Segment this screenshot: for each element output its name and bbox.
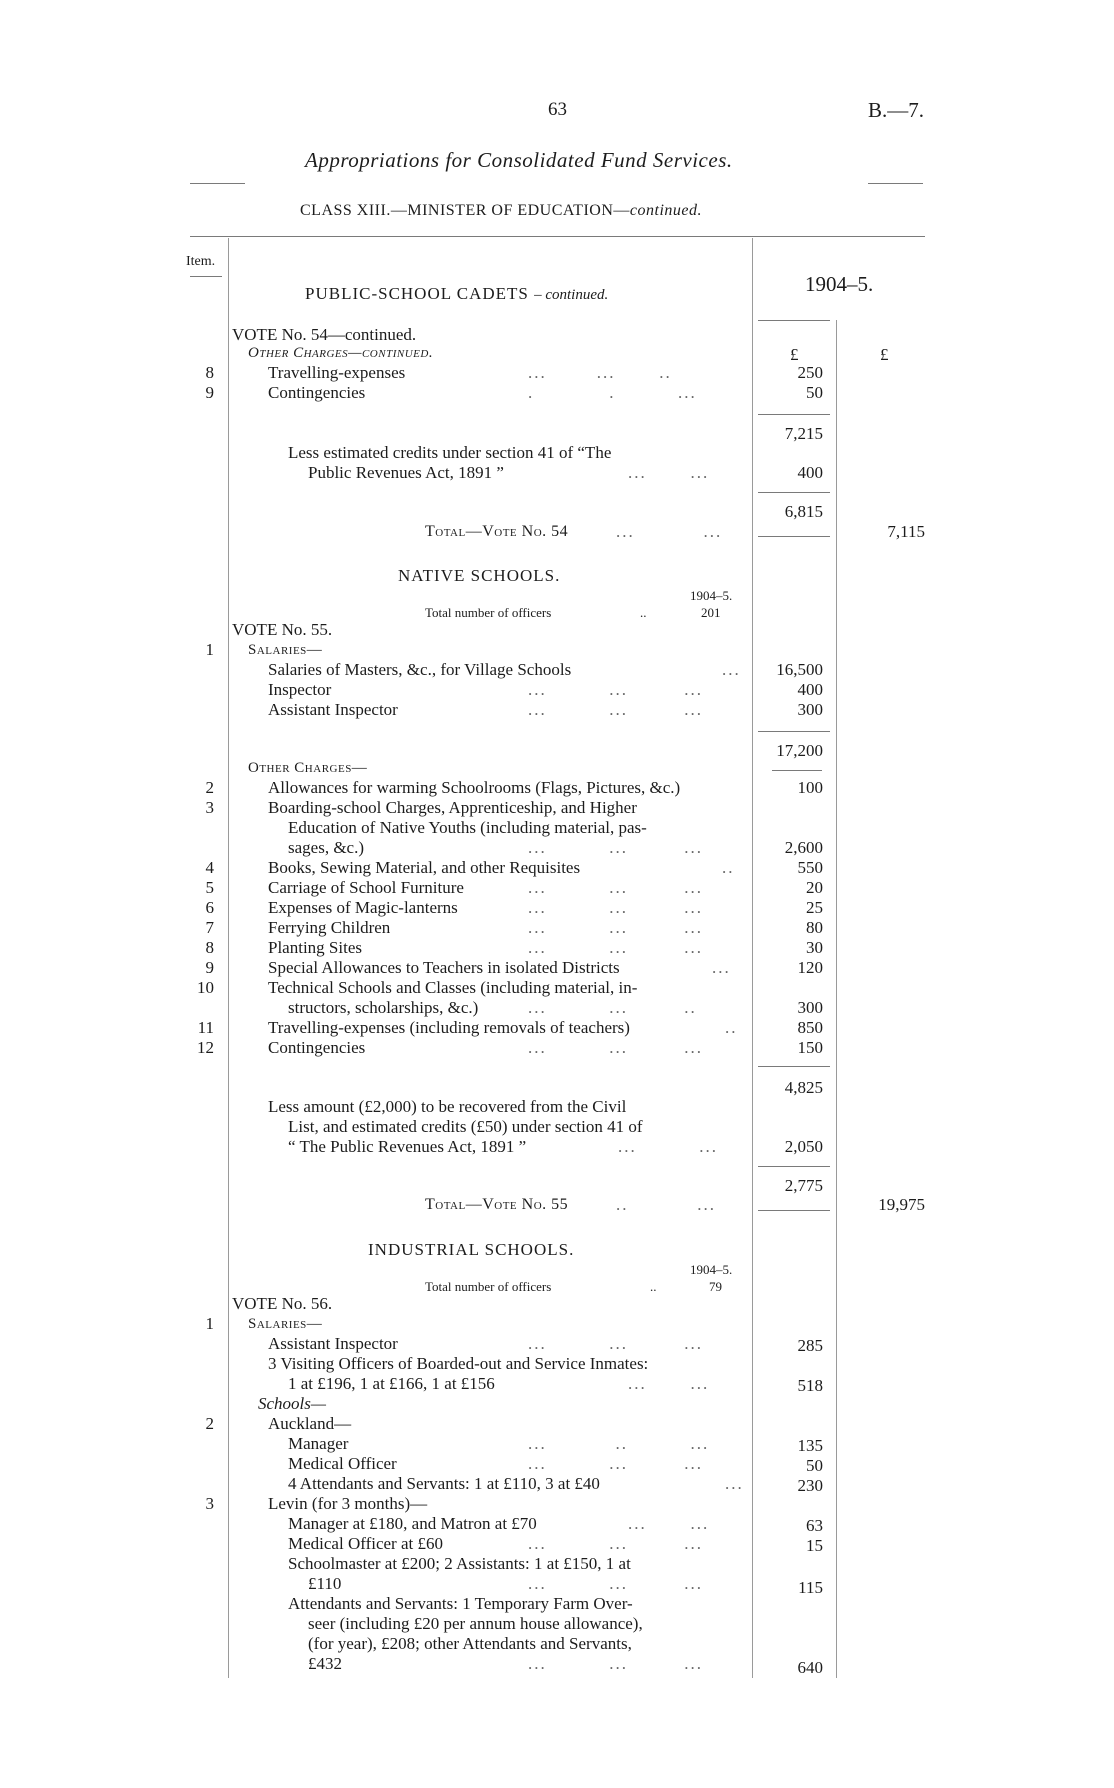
vote-54-total-label: Total—Vote No. 54 [425,523,569,540]
industrial-officers-label: Total number of officers [425,1279,552,1294]
line-item-amount: 63 [806,1516,823,1535]
line-item-amount: 50 [806,1456,823,1475]
line-item-label-continued: seer (including £20 per annum house allowance), [308,1614,643,1633]
line-item-amount: 16,500 [776,660,823,679]
leader-dots: ... ... ... [528,938,703,957]
item-number: 12 [197,1038,214,1057]
vote-55-label: VOTE No. 55. [232,620,333,639]
line-item-label: Travelling-expenses (including removals of teachers) [268,1018,630,1037]
item-number: 3 [205,1494,214,1513]
line-item-amount: 150 [797,1038,823,1057]
native-schools-heading: NATIVE SCHOOLS. [398,566,561,585]
line-item-label: Schoolmaster at £200; 2 Assistants: 1 at £150, 1 at [288,1554,631,1573]
class-heading-main: CLASS XIII.—MINISTER OF EDUCATION— [300,202,630,219]
line-item-label-continued: Education of Native Youths (including material, pas- [288,818,647,837]
leader-dots: ... ... .. [528,998,697,1017]
line-item-amount: 230 [797,1476,823,1495]
class-heading [300,202,702,220]
vote-55-total-label: Total—Vote No. 55 [425,1196,569,1213]
line-item-label: Salaries of Masters, &c., for Village Schools [268,660,572,679]
line-item-label: Contingencies [268,1038,366,1057]
industrial-schools-heading: INDUSTRIAL SCHOOLS. [368,1240,575,1259]
cadets-heading-continued: – continued. [534,287,609,303]
line-item-amount: 100 [797,778,823,797]
line-item-amount: 135 [797,1436,823,1455]
native-net: 2,775 [784,1176,823,1195]
leader-dots: ... ... [628,1374,710,1393]
line-item-amount: 550 [797,858,823,877]
line-item-amount: 115 [798,1578,823,1597]
leader-dots: ... ... [628,463,710,482]
leader-dots: ... [722,660,741,679]
native-less-line-1: Less amount (£2,000) to be recovered from the Civil [268,1097,627,1116]
line-item-amount: 250 [797,363,823,382]
line-item-label: Attendants and Servants: 1 Temporary Farm Over- [288,1594,633,1613]
leader-dots: .. ... [616,1195,716,1214]
leader-dots: ... ... .. [528,363,672,382]
title-rule-left [190,183,245,184]
line-item-label: Ferrying Children [268,918,391,937]
subtotal-rule [758,731,830,732]
leader-dots: . . ... [528,383,697,402]
line-item-label-continued: £110 [308,1574,342,1593]
line-item-amount: 50 [806,383,823,402]
line-item-amount: 300 [797,998,823,1017]
item-label-rule [190,276,222,277]
line-item-label: Assistant Inspector [268,700,398,719]
line-item-label: Manager [288,1434,349,1453]
leader-dots: ... ... ... [528,1654,703,1673]
leader-dots: ... ... [628,1514,710,1533]
native-less-amount: 2,050 [784,1137,823,1156]
leader-dots: .. [725,1018,738,1037]
line-item-amount: 30 [806,938,823,957]
document-reference: B.—7. [868,98,925,122]
line-item-amount: 300 [797,700,823,719]
pound-sign-amounts: £ [790,345,799,364]
native-other-charges-heading: Other Charges— [248,760,368,776]
total-column-rule [836,320,837,1678]
cadets-less-credits-line-2: Public Revenues Act, 1891 ” [308,463,504,482]
line-item-amount: 2,600 [784,838,823,857]
item-number: 8 [205,363,214,382]
subtotal-rule [758,414,830,415]
cadets-less-amount: 400 [797,463,823,482]
item-number: 7 [205,918,214,937]
line-item-amount: 25 [806,898,823,917]
line-item-label: Expenses of Magic-lanterns [268,898,458,917]
leader-dots: ... ... [618,1137,718,1156]
schools-subheading: Schools— [258,1394,326,1413]
leader-dots: .. [640,605,647,620]
industrial-officers-year: 1904–5. [690,1262,733,1277]
native-less-line-2: List, and estimated credits (£50) under section 41 of [288,1117,643,1136]
leader-dots: .. [722,858,735,877]
leader-dots: ... ... ... [528,838,703,857]
subtotal-rule [758,1066,830,1067]
leader-dots: ... ... ... [528,1574,703,1593]
item-number: 2 [205,1414,214,1433]
pound-sign-totals: £ [880,345,889,364]
cadets-heading-text: PUBLIC-SCHOOL CADETS [305,284,529,303]
line-item-label: Manager at £180, and Matron at £70 [288,1514,537,1533]
cadets-heading [305,284,608,304]
vote-56-label: VOTE No. 56. [232,1294,333,1313]
industrial-salaries-heading: Salaries— [248,1316,323,1332]
line-item-label: Boarding-school Charges, Apprenticeship, and Higher [268,798,637,817]
item-number: 9 [205,958,214,977]
item-number: 6 [205,898,214,917]
line-item-label-continued: (for year), £208; other Attendants and Servants, [308,1634,632,1653]
line-item-label: Assistant Inspector [268,1334,398,1353]
item-column-label: Item. [186,254,216,269]
industrial-officers-count: 79 [709,1279,722,1294]
leader-dots: ... ... ... [528,700,703,719]
line-item-amount: 120 [797,958,823,977]
levin-heading: Levin (for 3 months)— [268,1494,428,1513]
vote-54-label: VOTE No. 54—continued. [232,325,417,344]
item-column-rule [228,238,229,1678]
line-item-amount: 850 [797,1018,823,1037]
cadets-less-credits-line-1: Less estimated credits under section 41 of “The [288,443,612,462]
native-officers-label: Total number of officers [425,605,552,620]
leader-dots: ... [725,1474,744,1493]
leader-dots: ... ... ... [528,1038,703,1057]
line-item-label: Medical Officer at £60 [288,1534,443,1553]
line-item-label-continued: 1 at £196, 1 at £166, 1 at £156 [288,1374,495,1393]
net-rule [758,492,830,493]
line-item-label: Inspector [268,680,332,699]
auckland-heading: Auckland— [268,1414,352,1433]
cadets-year-rule [758,320,830,321]
total-rule [758,1210,830,1211]
line-item-label-continued: sages, &c.) [288,838,365,857]
line-item-label: 3 Visiting Officers of Boarded-out and Service Inmates: [268,1354,649,1373]
native-salaries-total: 17,200 [776,741,823,760]
line-item-amount: 518 [797,1376,823,1395]
leader-dots: ... ... ... [528,878,703,897]
native-other-total: 4,825 [784,1078,823,1097]
header-rule [190,236,925,237]
subtotal-rule [772,770,822,771]
line-item-label: Travelling-expenses [268,363,406,382]
cadets-subtotal: 7,215 [784,424,823,443]
line-item-label: Medical Officer [288,1454,397,1473]
leader-dots: ... ... ... [528,1334,703,1353]
leader-dots: ... ... [616,522,723,541]
line-item-label: Planting Sites [268,938,362,957]
leader-dots: ... ... ... [528,918,703,937]
year-column-label: 1904–5. [805,272,874,296]
line-item-label: Allowances for warming Schoolrooms (Flags, Pictures, &c.) [268,778,681,797]
native-less-line-3: “ The Public Revenues Act, 1891 ” [288,1137,527,1156]
page-title: Appropriations for Consolidated Fund Services. [305,148,733,172]
item-number: 1 [205,1314,214,1333]
net-rule [758,1166,830,1167]
page-number: 63 [548,99,567,120]
native-officers-count: 201 [701,605,721,620]
leader-dots: ... ... ... [528,1454,703,1473]
cadets-other-charges: Other Charges—continued. [248,345,434,361]
line-item-label-continued: £432 [308,1654,342,1673]
cadets-net: 6,815 [784,502,823,521]
leader-dots: .. [650,1279,657,1294]
item-number: 8 [205,938,214,957]
native-salaries-heading: Salaries— [248,642,323,658]
leader-dots: ... [712,958,731,977]
line-item-label: Books, Sewing Material, and other Requisites [268,858,581,877]
item-number: 5 [205,878,214,897]
line-item-amount: 400 [797,680,823,699]
class-heading-continued: continued. [629,202,702,219]
native-officers-year: 1904–5. [690,588,733,603]
item-number: 4 [205,858,214,877]
total-rule [758,536,830,537]
leader-dots: ... ... ... [528,680,703,699]
vote-54-total: 7,115 [887,522,925,541]
line-item-amount: 15 [806,1536,823,1555]
line-item-label: 4 Attendants and Servants: 1 at £110, 3 at £40 [288,1474,600,1493]
line-item-label: Technical Schools and Classes (including material, in- [268,978,638,997]
title-rule-right [868,183,923,184]
line-item-amount: 80 [806,918,823,937]
line-item-amount: 20 [806,878,823,897]
line-item-label-continued: structors, scholarships, &c.) [288,998,479,1017]
line-item-amount: 285 [797,1336,823,1355]
line-item-label: Contingencies [268,383,366,402]
item-number: 2 [205,778,214,797]
leader-dots: ... .. ... [528,1434,710,1453]
leader-dots: ... ... ... [528,898,703,917]
item-number: 3 [205,798,214,817]
item-number: 1 [205,640,214,659]
line-item-label: Carriage of School Furniture [268,878,464,897]
item-number: 9 [205,383,214,402]
vote-55-total: 19,975 [878,1195,925,1214]
line-item-label: Special Allowances to Teachers in isolated Districts [268,958,620,977]
leader-dots: ... ... ... [528,1534,703,1553]
item-number: 11 [197,1018,214,1037]
item-number: 10 [197,978,214,997]
line-item-amount: 640 [797,1658,823,1677]
